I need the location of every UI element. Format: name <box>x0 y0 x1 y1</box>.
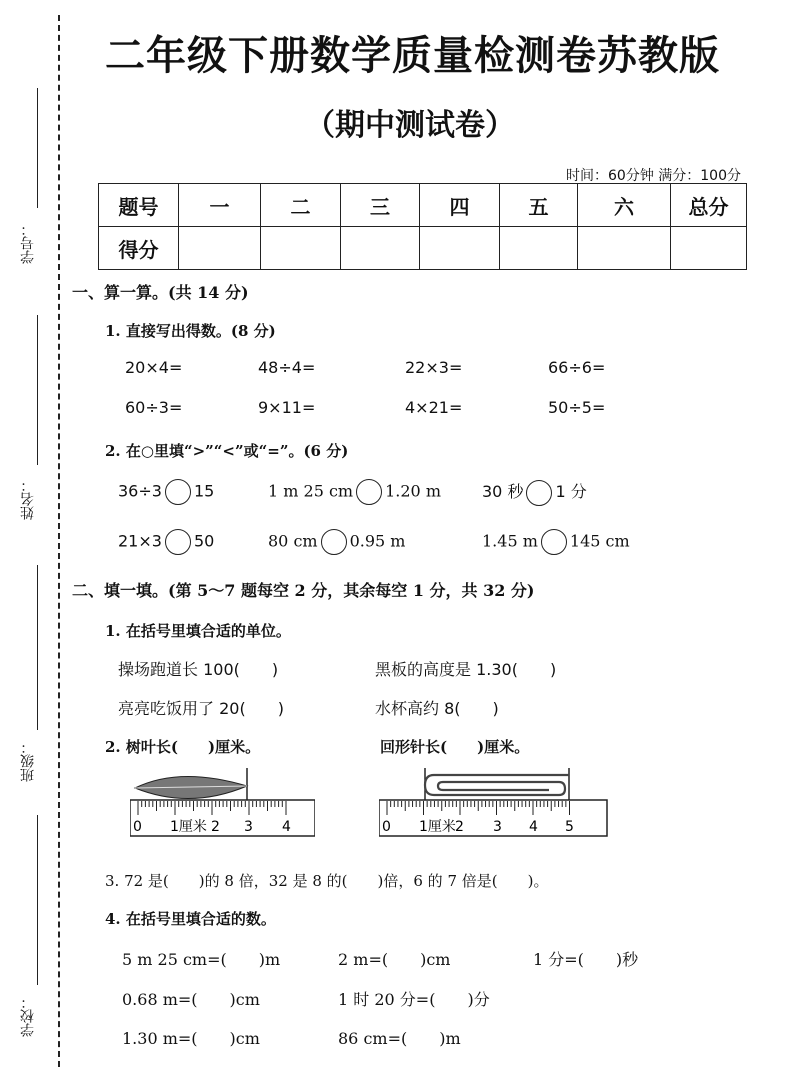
leaf-ruler-figure <box>130 768 315 843</box>
compare-item <box>482 479 587 506</box>
ruler-label: 5 <box>565 819 574 835</box>
score-header-cell: 四 <box>420 184 500 227</box>
score-input-cell[interactable] <box>420 227 500 270</box>
xingming-line <box>37 315 38 465</box>
score-table-header-row <box>99 184 747 227</box>
compare-right: 1 分 <box>555 482 587 501</box>
unit-item: 操场跑道长 100( ) <box>118 660 279 679</box>
calc-item: 4×21= <box>405 398 463 417</box>
convert-item: 1 时 20 分=( )分 <box>338 990 490 1009</box>
xingming-label: 姓名： <box>20 478 36 520</box>
compare-circle[interactable] <box>356 479 382 505</box>
section1-q2-label: 2. 在○里填“>”“<”或“=”。(6 分) <box>105 442 349 460</box>
section2-heading: 二、填一填。(第 5～7 题每空 2 分，其余每空 1 分，共 32 分) <box>72 581 535 600</box>
calc-item: 66÷6= <box>548 358 606 377</box>
section1-q1-label: 1. 直接写出得数。(8 分) <box>105 322 276 340</box>
score-input-cell[interactable] <box>671 227 747 270</box>
ruler-label: 2 <box>211 819 220 835</box>
section2-q1-label: 1. 在括号里填合适的单位。 <box>105 622 291 640</box>
score-input-cell[interactable] <box>341 227 420 270</box>
ruler-label: 1厘米 <box>170 819 207 835</box>
score-header-cell: 五 <box>500 184 578 227</box>
unit-item: 亮亮吃饭用了 20( ) <box>118 699 284 718</box>
compare-right: 1.20 m <box>385 481 441 501</box>
score-header-cell: 二 <box>261 184 341 227</box>
compare-right: 0.95 m <box>349 531 406 551</box>
ruler-label: 1厘米 <box>419 819 456 835</box>
calc-item: 50÷5= <box>548 398 606 417</box>
convert-item: 1.30 m=( )cm <box>122 1029 260 1048</box>
score-input-cell[interactable] <box>179 227 261 270</box>
compare-right: 145 cm <box>569 531 630 551</box>
section2-q2-label: 2. 树叶长( )厘米。 <box>105 738 261 756</box>
ruler-label: 4 <box>529 819 538 835</box>
compare-circle[interactable] <box>526 480 552 506</box>
xuexiao-label: 学校： <box>20 995 36 1037</box>
score-header-cell: 六 <box>578 184 671 227</box>
section2-q4-label: 4. 在括号里填合适的数。 <box>105 910 276 928</box>
score-input-cell[interactable] <box>500 227 578 270</box>
compare-left: 1.45 m <box>482 531 538 551</box>
xuexiao-line <box>37 815 38 985</box>
convert-item: 2 m=( )cm <box>338 950 451 969</box>
paperclip-ruler-figure <box>379 768 609 843</box>
paperclip-icon <box>425 775 569 795</box>
ruler-label: 3 <box>244 819 253 835</box>
compare-circle[interactable] <box>321 529 347 555</box>
score-header-cell: 总分 <box>671 184 747 227</box>
calc-item: 9×11= <box>258 398 316 417</box>
compare-right: 15 <box>193 481 215 501</box>
score-header-cell: 一 <box>179 184 261 227</box>
ruler-label: 0 <box>382 819 391 835</box>
score-table-score-row <box>99 227 747 270</box>
score-header-cell: 题号 <box>99 184 179 227</box>
score-header-cell: 三 <box>341 184 420 227</box>
unit-item: 水杯高约 8( ) <box>375 699 499 718</box>
banji-label: 班级： <box>20 740 36 782</box>
compare-right: 50 <box>193 531 215 551</box>
section2-q2-label-b: 回形针长( )厘米。 <box>380 738 530 756</box>
score-input-cell[interactable] <box>578 227 671 270</box>
section2-q3: 3. 72 是( )的 8 倍，32 是 8 的( )倍，6 的 7 倍是( )。 <box>105 872 549 890</box>
xuehao-line <box>37 88 38 208</box>
compare-left: 21×3 <box>118 531 162 551</box>
convert-item: 86 cm=( )m <box>338 1029 461 1048</box>
score-input-cell[interactable] <box>261 227 341 270</box>
time-info: 时间：60分钟 满分：100分 <box>566 168 741 184</box>
section1-heading: 一、算一算。(共 14 分) <box>72 283 249 302</box>
compare-left: 36÷3 <box>118 481 162 501</box>
compare-circle[interactable] <box>165 529 191 555</box>
calc-item: 48÷4= <box>258 358 316 377</box>
xuehao-label: 学号： <box>20 222 36 264</box>
ruler-label: 4 <box>282 819 291 835</box>
compare-item <box>118 479 214 505</box>
convert-item: 1 分=( )秒 <box>533 950 639 969</box>
compare-circle[interactable] <box>165 479 191 505</box>
calc-item: 20×4= <box>125 358 183 377</box>
ruler-label: 0 <box>133 819 142 835</box>
convert-item: 0.68 m=( )cm <box>122 990 260 1009</box>
page-subtitle: （期中测试卷） <box>305 108 515 143</box>
compare-left: 30 秒 <box>482 482 524 501</box>
calc-item: 60÷3= <box>125 398 183 417</box>
compare-item <box>482 529 630 555</box>
compare-item <box>118 529 214 555</box>
convert-item: 5 m 25 cm=( )m <box>122 950 281 969</box>
ruler-label: 2 <box>455 819 464 835</box>
compare-circle[interactable] <box>541 529 567 555</box>
compare-item <box>268 479 441 505</box>
page-title: 二年级下册数学质量检测卷苏教版 <box>105 33 720 79</box>
score-row-label: 得分 <box>99 227 179 270</box>
banji-line <box>37 565 38 730</box>
compare-item <box>268 529 405 555</box>
unit-item: 黑板的高度是 1.30( ) <box>375 660 557 679</box>
binding-dashed-line <box>58 15 60 1067</box>
score-table <box>98 183 747 270</box>
calc-item: 22×3= <box>405 358 463 377</box>
compare-left: 1 m 25 cm <box>268 481 354 501</box>
compare-left: 80 cm <box>268 531 318 551</box>
ruler-label: 3 <box>493 819 502 835</box>
